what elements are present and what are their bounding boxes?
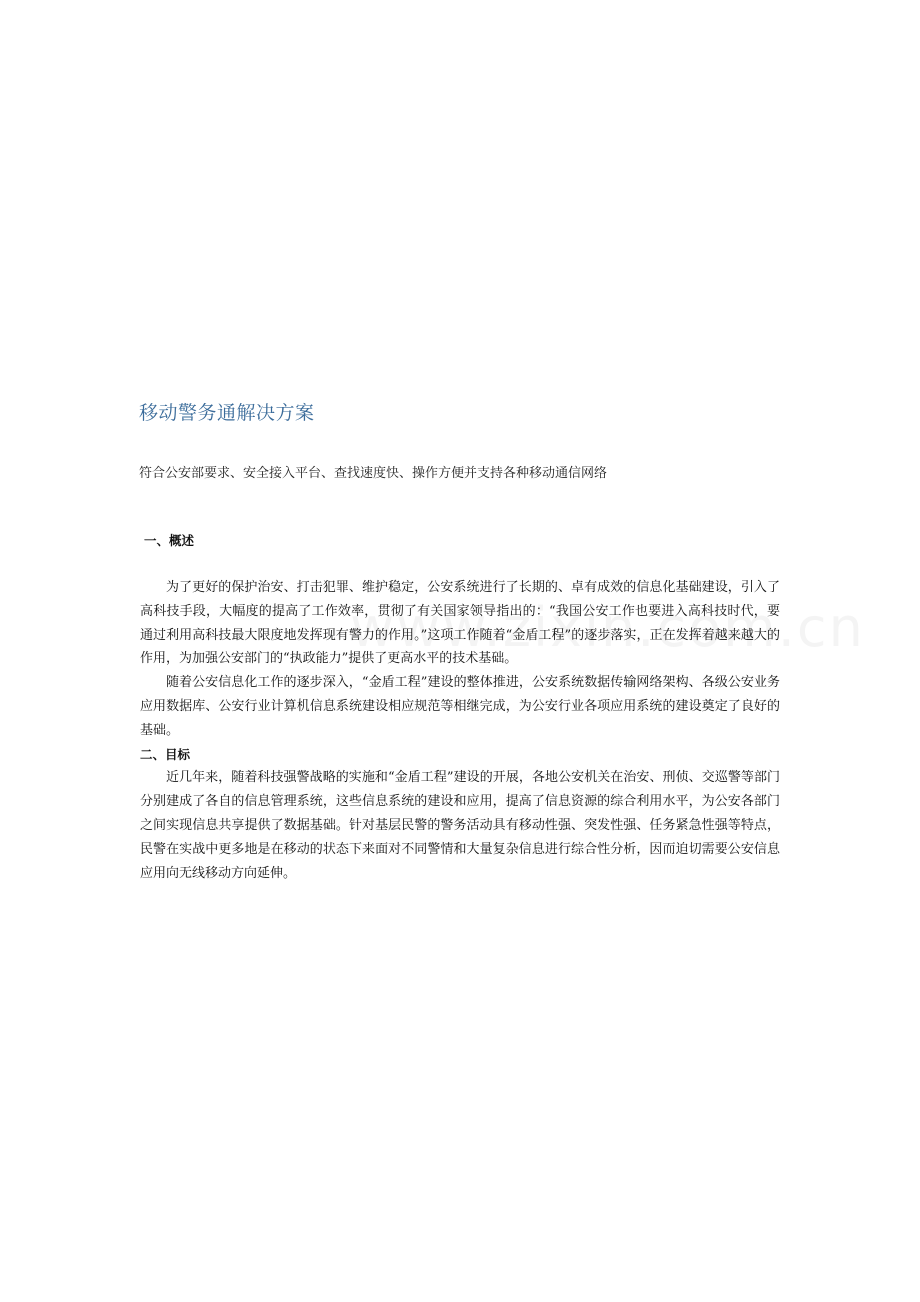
- section-heading-overview: 一、概述: [144, 533, 195, 548]
- goals-paragraph-1: 近几年来，随着科技强警战略的实施和“金盾工程”建设的开展，各地公安机关在治安、刑侦、交巡警等部门分别建成了各自的信息管理系统，这些信息系统的建设和应用，提高了信息资源的综合利用水平，为公安各部门之间实现信息共享提供了数据基础。针对基层民警的警务活动具有移动性强、突发性强、任务紧急性强等特点，民警在实战中更多地是在移动的状态下来面对不同警情和大量复杂信息进行综合性分析，因而迫切需要公安信息应用向无线移动方向延伸。: [140, 770, 780, 881]
- overview-paragraph-2: 随着公安信息化工作的逐步深入，“金盾工程”建设的整体推进，公安系统数据传输网络架构、各级公安业务应用数据库、公安行业计算机信息系统建设相应规范等相继完成，为公安行业各项应用系统的建设奠定了良好的基础。: [140, 675, 780, 738]
- document-body: [140, 576, 780, 885]
- document-title: 移动警务通解决方案: [139, 402, 315, 424]
- overview-paragraph-1: 为了更好的保护治安、打击犯罪、维护稳定，公安系统进行了长期的、卓有成效的信息化基础建设，引入了高科技手段，大幅度的提高了工作效率，贯彻了有关国家领导指出的：“我国公安工作也要进入高科技时代，要通过利用高科技最大限度地发挥现有警力的作用。”这项工作随着“金盾工程”的逐步落实，正在发挥着越来越大的作用，为加强公安部门的“执政能力”提供了更高水平的技术基础。: [140, 580, 780, 667]
- document-subtitle: 符合公安部要求、安全接入平台、查找速度快、操作方便并支持各种移动通信网络: [139, 466, 608, 481]
- section-heading-goals: 二、目标: [140, 746, 191, 762]
